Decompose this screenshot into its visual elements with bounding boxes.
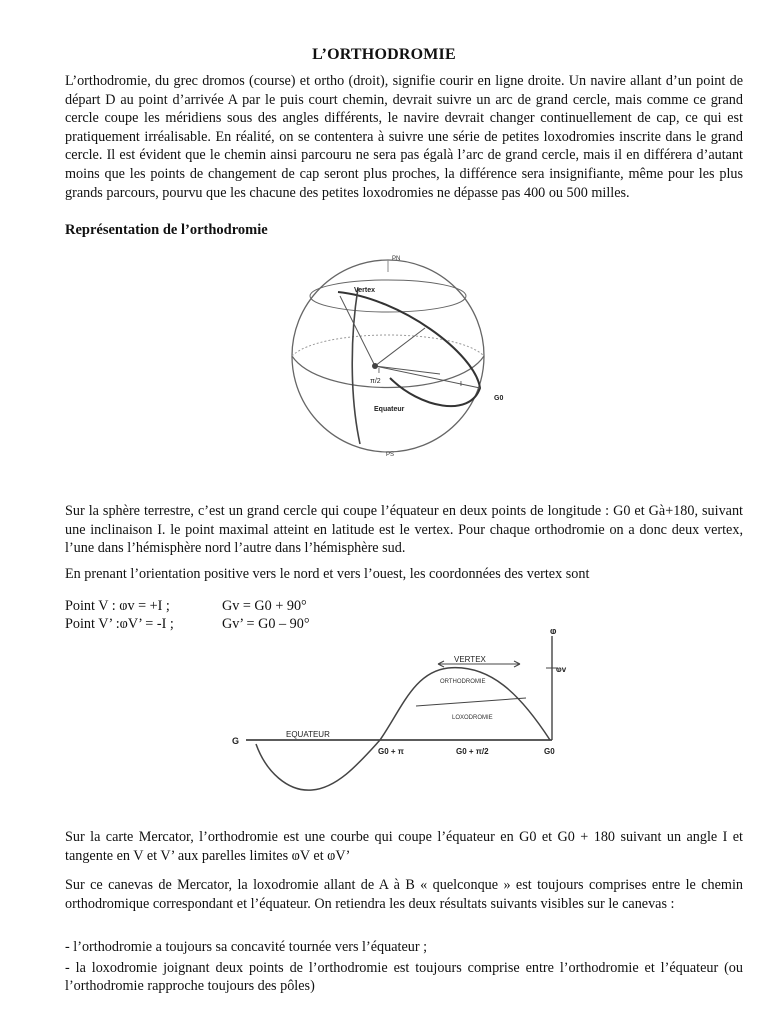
page-title: L’ORTHODROMIE [312, 46, 456, 63]
sphere-figure [280, 248, 510, 458]
canevas-paragraph: Sur ce canevas de Mercator, la loxodromie allant de A à B « quelconque » est toujours comprises entre le chemin orthodromique correspondant et l’équateur. On retiendra les deux résultats suivants visibles sur le canevas : [65, 877, 743, 912]
label-vertex: VERTEX [454, 655, 486, 664]
label-ps: PS [386, 452, 395, 458]
label-i-left: I [378, 368, 380, 375]
vertex-parallel [310, 280, 466, 312]
section-heading: Représentation de l’orthodromie [65, 222, 268, 238]
label-pi2: π/2 [370, 378, 381, 385]
label-phi: ⱷ [550, 626, 557, 636]
orientation-paragraph: En prenant l’orientation positive vers le nord et vers l’ouest, les coordonnées des vertex sont [65, 566, 590, 582]
intro-paragraph: L’orthodromie, du grec dromos (course) et ortho (droit), signifie courir en ligne droite. Un navire allant d’un point de départ D au point d’arrivée A par le puis court chemin, devrait suivre un arc de grand cercle, mais comme ce grand cercle coupe les méridiens sous des angles différents, le navire devrait changer continuellement de cap, ce qui est pratiquement irréalisable. En réalité, on se contentera à suivre une série de petites loxodromies inscrite dans le grand cercle. Il est évident que le chemin ainsi parcouru ne sera pas égalà l’arc de grand cercle, mais il en différera d’autant moins que les points de changement de cap seront plus proches, la différence sera insignifiante, même pour les plus grands parcours, pourvu que les chacune des petites loxodromies ne dépasse pas 400 ou 500 milles. [65, 73, 743, 201]
label-equateur: Equateur [374, 406, 405, 413]
sphere-paragraph: Sur la sphère terrestre, c’est un grand cercle qui coupe l’équateur en deux points de longitude : G0 et Gà+180, suivant une inclinaison I. le point maximal atteint en latitude est le vertex. Pour chaque orthodromie on a donc deux vertex, l’une dans l’hémisphère nord l’autre dans l’hémisphère sud. [65, 503, 743, 557]
orthodromie-curve [256, 668, 550, 790]
label-loxodromie: LOXODROMIE [452, 715, 493, 721]
vertex-meridian [352, 288, 360, 444]
label-g0: G0 [544, 747, 555, 756]
vertex-v-prime-latitude: Point V’ :ⱷV’ = -I ; [65, 616, 174, 632]
results-list [65, 938, 743, 998]
label-g0: G0 [494, 395, 504, 402]
label-pn: PN [392, 256, 401, 262]
label-i-right: I [460, 381, 462, 388]
label-orthodromie: ORTHODROMIE [440, 679, 486, 685]
list-item: - l’orthodromie a toujours sa concavité tournée vers l’équateur ; [65, 939, 428, 955]
label-equateur: EQUATEUR [286, 730, 330, 739]
vertex-v-latitude: Point V : ⱷv = +I ; [65, 598, 170, 614]
mercator-paragraph: Sur la carte Mercator, l’orthodromie est une courbe qui coupe l’équateur en G0 et G0 + 180 suivant un angle I et tangente en V et V’ aux parelles limites ⱷV et ⱷV’ [65, 829, 743, 864]
great-circle [338, 292, 480, 406]
mercator-figure [220, 622, 580, 822]
vertex-v-prime-longitude: Gv’ = G0 – 90° [222, 616, 310, 632]
label-g: G [232, 736, 240, 746]
label-phiv: ⱷv [556, 665, 567, 674]
label-g0pi2: G0 + π/2 [456, 747, 489, 756]
loxodromie-line [416, 698, 526, 706]
vertex-v-row [65, 597, 465, 615]
list-item: - la loxodromie joignant deux points de l’orthodromie est toujours comprise entre l’orthodromie et l’équateur (ou l’orthodromie rapproche toujours des pôles) [65, 959, 743, 995]
vertex-v-longitude: Gv = G0 + 90° [222, 598, 307, 614]
label-vertex: Vertex [354, 287, 376, 294]
label-g0pi: G0 + π [378, 747, 404, 756]
